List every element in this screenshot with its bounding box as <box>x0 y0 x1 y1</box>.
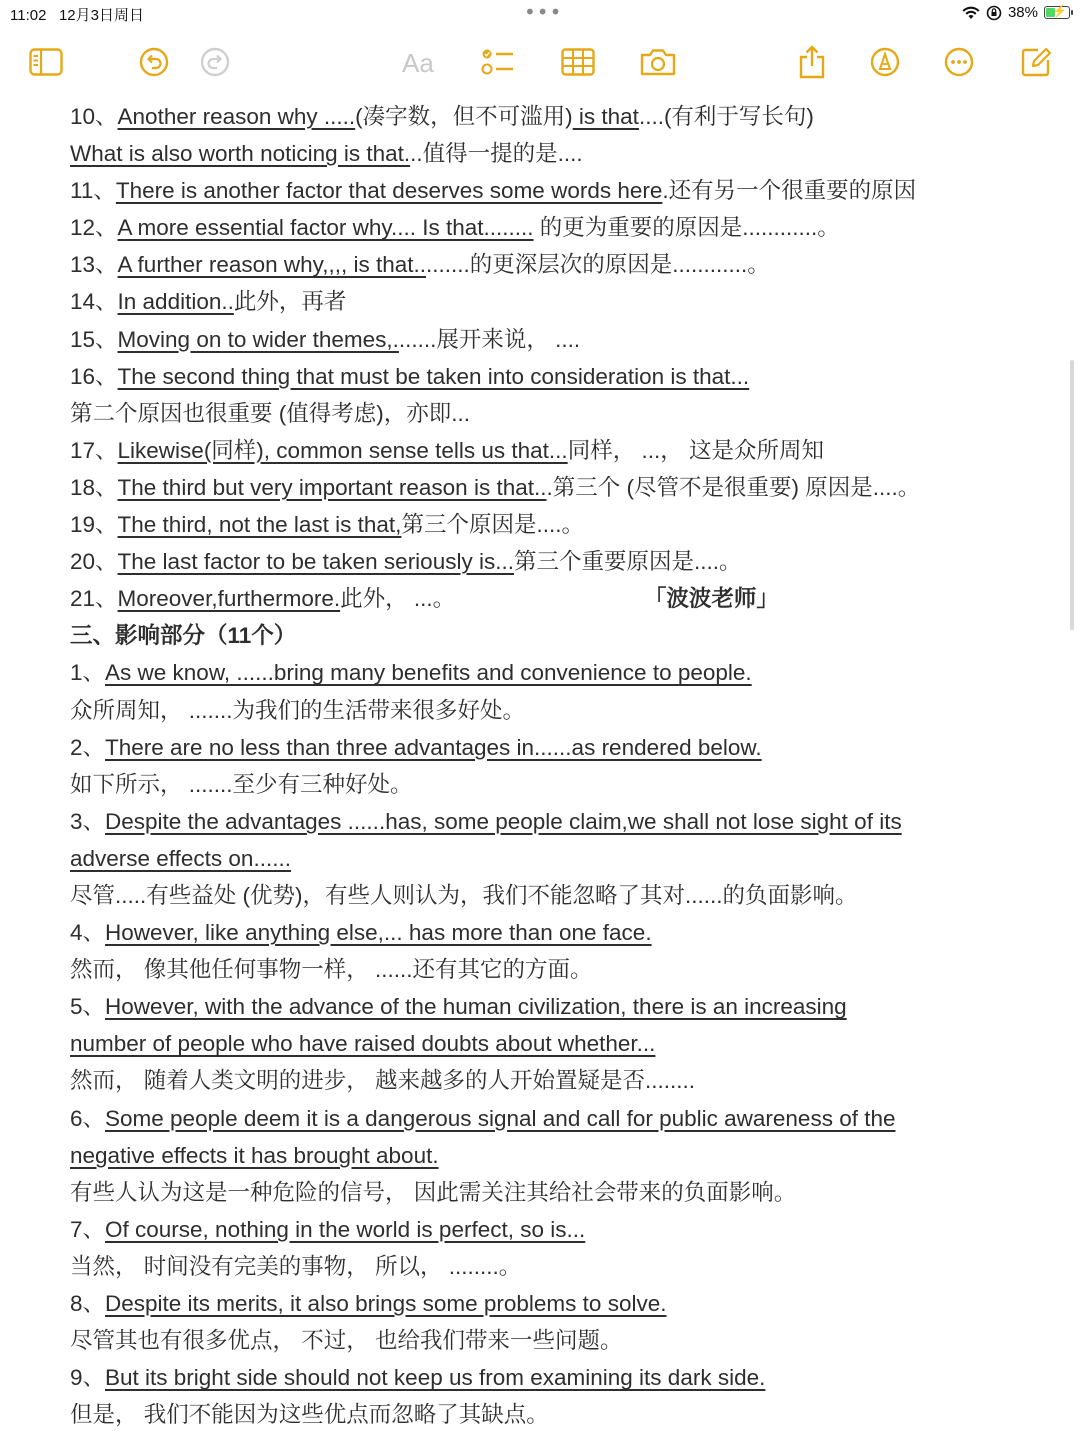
table-icon[interactable] <box>560 44 596 80</box>
note-line <box>70 1100 1050 1137</box>
english-phrase: Moreover,furthermore. <box>117 586 341 612</box>
note-line <box>70 803 1050 840</box>
english-phrase: Moving on to wider themes,. <box>117 326 399 352</box>
english-phrase: What is also worth noticing is that. <box>70 141 411 167</box>
more-options-icon[interactable] <box>941 44 977 80</box>
line-number: 17、 <box>70 437 118 463</box>
line-text: 尽管其也有很多优点， 不过， 也给我们带来一些问题。 <box>70 1328 623 1354</box>
english-phrase: negative effects it has brought about. <box>70 1142 439 1168</box>
note-line <box>70 1396 1050 1433</box>
line-number: 8、 <box>70 1291 106 1316</box>
line-text: ......展开来说， .... <box>398 326 581 352</box>
english-phrase: But its bright side should not keep us from examining its dark side. <box>105 1365 766 1391</box>
note-line <box>70 951 1050 988</box>
line-number: 20、 <box>70 549 118 575</box>
line-number: 4、 <box>70 920 106 946</box>
note-line <box>70 1062 1050 1099</box>
note-body[interactable] <box>70 98 1050 1433</box>
note-line <box>70 1211 1050 1248</box>
line-text: 有些人认为这是一种危险的信号， 因此需关注其给社会带来的负面影响。 <box>70 1179 797 1205</box>
line-number: 1、 <box>70 660 106 686</box>
line-text: 尽管.....有些益处 (优势)，有些人则认为，我们不能忽略了其对......的负面影响。 <box>70 882 858 908</box>
english-phrase: is that <box>572 104 639 129</box>
note-line <box>70 766 1050 803</box>
checklist-icon[interactable] <box>480 44 516 80</box>
line-number: 9、 <box>70 1365 106 1391</box>
notes-toolbar <box>0 36 1080 88</box>
line-number: 11、 <box>70 178 116 204</box>
scroll-indicator[interactable] <box>1070 360 1074 630</box>
line-number: 14、 <box>70 289 118 315</box>
camera-icon[interactable] <box>640 44 676 80</box>
note-line <box>70 1285 1050 1322</box>
compose-icon[interactable] <box>1018 44 1054 80</box>
note-line <box>70 283 1050 320</box>
note-line <box>70 395 1050 432</box>
line-text: 但是， 我们不能因为这些优点而忽略了其缺点。 <box>70 1402 549 1428</box>
line-text: .还有另一个很重要的原因 <box>662 178 917 204</box>
english-phrase: As we know, ......bring many benefits and convenience to people. <box>105 660 752 686</box>
line-text: ..值得一提的是.... <box>410 141 583 167</box>
english-phrase: There are no less than three advantages in......as rendered below. <box>105 734 762 760</box>
line-number: 10、 <box>70 104 118 129</box>
note-line <box>70 469 1050 506</box>
note-line <box>70 358 1050 395</box>
english-phrase: Another reason why ..... <box>117 104 356 129</box>
line-text: 第二个原因也很重要 (值得考虑)，亦即... <box>70 400 470 426</box>
line-number: 6、 <box>70 1105 106 1131</box>
note-line <box>70 1025 1050 1062</box>
note-line <box>70 209 1050 246</box>
note-line <box>70 729 1050 766</box>
english-phrase: adverse effects on...... <box>70 845 291 871</box>
redo-icon[interactable] <box>197 44 233 80</box>
orientation-lock-icon <box>986 5 1002 21</box>
line-text: 此外， ...。 <box>340 586 456 612</box>
line-number: 18、 <box>70 474 118 500</box>
note-line <box>70 914 1050 951</box>
line-text: .......的更深层次的原因是............。 <box>426 252 770 278</box>
line-text: 的更为重要的原因是............。 <box>533 215 840 241</box>
note-line <box>70 172 1050 209</box>
note-line <box>70 432 1050 469</box>
line-text: 同样， ...， 这是众所周知 <box>567 437 824 463</box>
author-tag: 「波波老师」 <box>655 586 779 612</box>
line-text: 此外，再者 <box>233 289 347 315</box>
line-text: 第三个原因是....。 <box>401 512 584 538</box>
line-number: 3、 <box>70 808 106 834</box>
section-heading <box>70 617 1050 654</box>
note-line <box>70 506 1050 543</box>
note-line <box>70 98 1050 135</box>
note-line <box>70 654 1050 691</box>
section-heading-text: 三、影响部分（11个） <box>70 623 297 649</box>
note-line <box>70 1137 1050 1174</box>
multitasking-dots-icon[interactable]: ••• <box>524 0 563 24</box>
sidebar-icon[interactable] <box>28 44 64 80</box>
note-line <box>70 840 1050 877</box>
line-number: 13、 <box>70 252 118 278</box>
line-text: .第三个 (尽管不是很重要) 原因是....。 <box>546 474 921 500</box>
share-icon[interactable] <box>794 44 830 80</box>
english-phrase: However, with the advance of the human civilization, there is an increasing <box>105 994 847 1020</box>
english-phrase: Despite its merits, it also brings some problems to solve. <box>105 1291 667 1316</box>
note-line <box>70 580 1050 617</box>
note-line <box>70 543 1050 580</box>
line-number: 15、 <box>70 326 118 352</box>
markup-pen-icon[interactable] <box>867 44 903 80</box>
line-text: 然而， 随着人类文明的进步， 越来越多的人开始置疑是否........ <box>70 1068 696 1094</box>
english-phrase: The last factor to be taken seriously is... <box>117 549 514 575</box>
line-number: 16、 <box>70 363 118 389</box>
line-number: 7、 <box>70 1216 106 1242</box>
line-text: 当然， 时间没有完美的事物， 所以， ........。 <box>70 1253 522 1279</box>
status-date: 12月3日周日 <box>58 7 144 24</box>
english-phrase: Of course, nothing in the world is perfect, so is... <box>105 1216 586 1242</box>
line-text: ....(有利于写长句) <box>638 104 814 129</box>
line-text: 众所周知， .......为我们的生活带来很多好处。 <box>70 697 526 723</box>
line-number: 5、 <box>70 994 106 1020</box>
english-phrase: The third but very important reason is that.. <box>117 474 547 500</box>
battery-percent: 38% <box>1007 4 1038 21</box>
line-text: 然而， 像其他任何事物一样， ......还有其它的方面。 <box>70 957 593 983</box>
english-phrase: A further reason why,,,, is that.. <box>117 252 427 278</box>
wifi-icon <box>962 6 980 20</box>
note-line <box>70 988 1050 1025</box>
english-phrase: Despite the advantages ......has, some people claim,we shall not lose sight of its <box>105 808 902 834</box>
line-text: 如下所示， .......至少有三种好处。 <box>70 771 413 797</box>
english-phrase: The second thing that must be taken into consideration is that... <box>117 363 750 389</box>
note-line <box>70 246 1050 283</box>
line-number: 2、 <box>70 734 106 760</box>
status-indicators <box>962 4 1070 21</box>
line-number: 21、 <box>70 586 118 612</box>
english-phrase: Likewise(同样), common sense tells us that... <box>117 437 568 463</box>
status-time: 11:02 12月3日周日 <box>10 7 144 24</box>
undo-icon[interactable] <box>136 44 172 80</box>
line-text: 第三个重要原因是....。 <box>513 549 742 575</box>
english-phrase: Some people deem it is a dangerous signal and call for public awareness of the <box>105 1105 896 1131</box>
english-phrase: A more essential factor why.... Is that........ <box>117 215 534 241</box>
battery-icon: ⚡ <box>1044 6 1070 19</box>
text-format-button[interactable]: Aa <box>402 48 434 78</box>
status-bar <box>0 0 1080 28</box>
english-phrase: number of people who have raised doubts about whether... <box>70 1031 656 1057</box>
line-number: 12、 <box>70 215 118 241</box>
english-phrase: The third, not the last is that, <box>117 512 402 538</box>
note-line <box>70 1174 1050 1211</box>
english-phrase: There is another factor that deserves some words here <box>115 178 663 204</box>
note-line <box>70 135 1050 172</box>
note-line <box>70 1322 1050 1359</box>
line-number: 19、 <box>70 512 118 538</box>
note-line <box>70 1359 1050 1396</box>
note-line <box>70 321 1050 358</box>
english-phrase: In addition.. <box>117 289 234 315</box>
note-line <box>70 1248 1050 1285</box>
english-phrase: However, like anything else,... has more than one face. <box>105 920 652 946</box>
inline-note: (凑字数，但不可滥用) <box>355 104 573 129</box>
note-line <box>70 877 1050 914</box>
note-line <box>70 692 1050 729</box>
